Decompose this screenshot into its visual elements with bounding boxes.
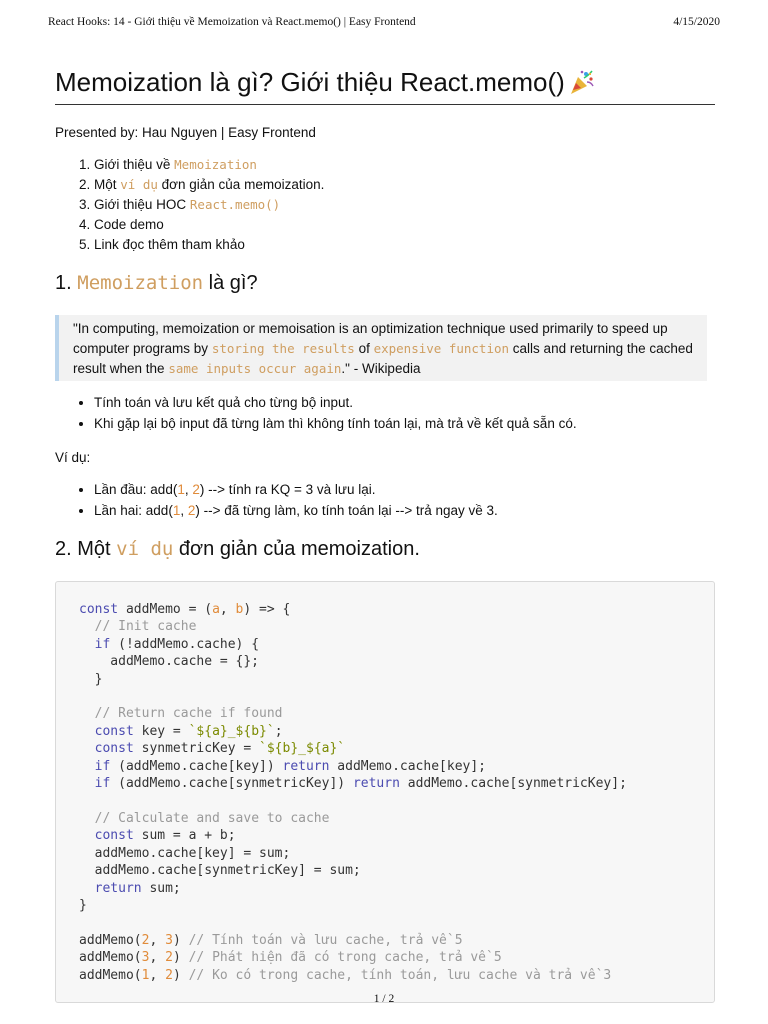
code-block xyxy=(55,581,715,1003)
page-number: 1 / 2 xyxy=(373,993,395,1005)
code-line: addMemo.cache[key] = sum; xyxy=(79,845,291,861)
list-item: • Khi gặp lại bộ input đã từng làm thì không tính toán lại, mà trả về kết quả sẵn có. xyxy=(94,414,715,435)
wikipedia-quote: "In computing, memoization or memoisation is an optimization technique used primarily to speed up computer programs by storing the results of expensive function calls and returning the cached result when the same inputs occur again." - Wikipedia xyxy=(55,315,707,381)
code-line: addMemo(1, 2) // Ko có trong cache, tính toán, lưu cache và trả về 3 xyxy=(79,967,612,983)
list-item: • Lần hai: add(1, 2) --> đã từng làm, ko tính toán lại --> trả ngay về 3. xyxy=(94,501,715,522)
list-item: • Lần đầu: add(1, 2) --> tính ra KQ = 3 và lưu lại. xyxy=(94,480,715,501)
inline-code: expensive function xyxy=(373,341,510,356)
section-heading-1: 1. Memoization là gì? xyxy=(55,272,258,294)
inline-code: same inputs occur again xyxy=(168,361,342,376)
section-heading-2: 2. Một ví dụ đơn giản của memoization. xyxy=(55,538,420,560)
page-title-text: Memoization là gì? Giới thiệu React.memo() xyxy=(55,67,565,97)
code-line: // Calculate and save to cache xyxy=(94,810,330,826)
code-line: } xyxy=(79,671,103,687)
code-line: if (addMemo.cache[synmetricKey]) return addMemo.cache[synmetricKey]; xyxy=(94,776,627,792)
explanation-list xyxy=(55,393,715,434)
toc-item: 2. Một ví dụ đơn giản của memoization. xyxy=(94,175,715,195)
toc-item: 5. Link đọc thêm tham khảo xyxy=(94,235,715,255)
code-line: return sum; xyxy=(94,880,181,896)
presented-by: Presented by: Hau Nguyen | Easy Frontend xyxy=(55,125,316,140)
code-line: addMemo.cache[synmetricKey] = sum; xyxy=(79,863,361,879)
inline-code: ví dụ xyxy=(120,177,158,192)
code-line: } xyxy=(79,897,87,913)
code-line: const synmetricKey = `${b}_${a}` xyxy=(94,741,346,757)
inline-code: Memoization xyxy=(174,157,257,172)
example-list xyxy=(55,480,715,521)
toc-item: 3. Giới thiệu HOC React.memo() xyxy=(94,195,715,215)
inline-code: React.memo() xyxy=(189,197,281,212)
document-content xyxy=(55,64,715,1003)
inline-code: Memoization xyxy=(77,272,204,294)
page-title xyxy=(55,64,715,105)
code-line: addMemo(3, 2) // Phát hiện đã có trong cache, trả về 5 xyxy=(79,950,502,966)
print-header-title: React Hooks: 14 - Giới thiệu về Memoization và React.memo() | Easy Frontend xyxy=(48,16,416,28)
code-line: const sum = a + b; xyxy=(94,828,236,844)
code-line: const key = `${a}_${b}`; xyxy=(94,723,283,739)
inline-code: storing the results xyxy=(211,341,355,356)
code-line: if (addMemo.cache[key]) return addMemo.cache[key]; xyxy=(94,758,487,774)
print-header-date: 4/15/2020 xyxy=(673,16,720,28)
table-of-contents xyxy=(55,155,715,255)
inline-code: ví dụ xyxy=(116,538,174,560)
example-label: Ví dụ: xyxy=(55,450,91,465)
code-line: // Return cache if found xyxy=(94,706,283,722)
print-header xyxy=(48,16,720,32)
code-line: // Init cache xyxy=(94,619,197,635)
list-item: • Tính toán và lưu kết quả cho từng bộ input. xyxy=(94,393,715,414)
code-line: addMemo(2, 3) // Tính toán và lưu cache, trả về 5 xyxy=(79,932,463,948)
toc-item: 4. Code demo xyxy=(94,215,715,235)
party-popper-icon xyxy=(569,69,595,95)
code-line: const addMemo = (a, b) => { xyxy=(79,602,291,617)
toc-item: 1. Giới thiệu về Memoization xyxy=(94,155,715,175)
code-line: if (!addMemo.cache) { xyxy=(94,636,260,652)
code-line: addMemo.cache = {}; xyxy=(79,654,260,670)
